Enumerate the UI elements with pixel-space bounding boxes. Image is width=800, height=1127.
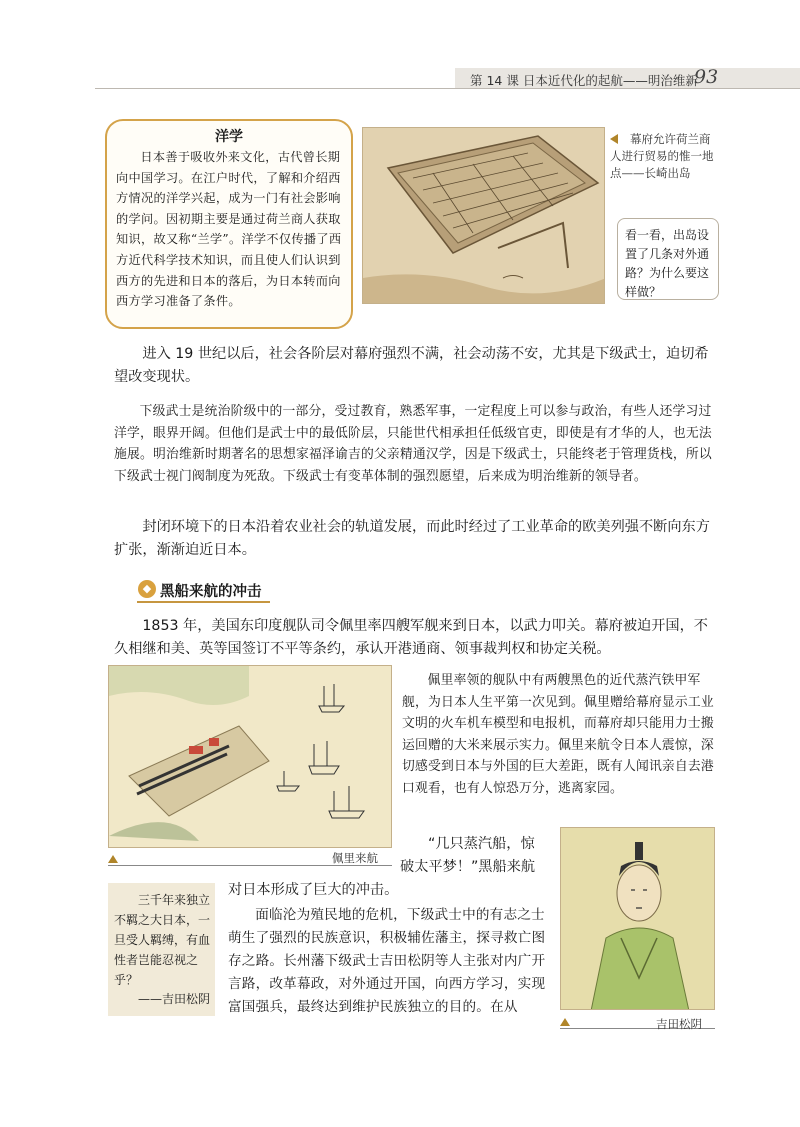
- yangxue-body: 日本善于吸收外来文化，古代曾长期向中国学习。在江户时代，了解和介绍西方情况的洋学兴起，成为一门有社会影响的学问。因初期主要是通过荷兰商人获取知识，故又称“兰学”。洋学不仅传播了西方近代科学技术知识，而且使人们认识到西方的先进和日本的落后，为日本转而向西方学习准备了条件。: [116, 150, 342, 309]
- perry-caption: 佩里来航: [332, 851, 378, 865]
- yoshida-illustration: [561, 828, 715, 1010]
- section-rule: [137, 601, 270, 603]
- paragraph-2: 下级武士是统治阶级中的一部分，受过教育，熟悉军事，一定程度上可以参与政治，有些人还学习过洋学，眼界开阔。但他们是武士中的最低阶层，只能世代相承担任低级官吏，即使是有才华的人，也无法施展。明治维新时期著名的思想家福泽谕吉的父亲精通汉学，因是下级武士，只能终老于管理货栈，所以下级武士视门阀制度为死敌。下级武士有变革体制的强烈愿望，后来成为明治维新的领导者。: [114, 404, 712, 484]
- paragraph-3: 封闭环境下的日本沿着农业社会的轨道发展，而此时经过了工业革命的欧美列强不断向东方扩张，渐渐迫近日本。: [114, 519, 710, 558]
- quote-author: ——吉田松阴: [137, 992, 210, 1006]
- caption-marker-icon: [108, 855, 118, 863]
- paragraph-1: 进入 19 世纪以后，社会各阶层对幕府强烈不满，社会动荡不安，尤其是下级武士，迫切希望改变现状。: [114, 346, 709, 385]
- paragraph-6-line1: “几只蒸汽船，惊: [428, 836, 535, 852]
- perry-illustration: [109, 666, 392, 848]
- lesson-title: 第 14 课 日本近代化的起航——明治维新: [470, 73, 698, 88]
- page-number: 93: [694, 66, 719, 88]
- yoshida-image: [560, 827, 715, 1010]
- paragraph-6-line2: 破太平梦！”黑船来航: [400, 859, 536, 875]
- dejima-image: [362, 127, 605, 304]
- yoshida-caption: 吉田松阴: [656, 1017, 702, 1031]
- caption-marker-icon: [560, 1018, 570, 1026]
- caption-marker-icon: [610, 134, 618, 144]
- section-title: 黑船来航的冲击: [160, 584, 262, 600]
- think-text: 看一看，出岛设置了几条对外通路？为什么要这样做？: [625, 228, 710, 299]
- paragraph-5: 佩里率领的舰队中有两艘黑色的近代蒸汽铁甲军舰，为日本人生平第一次见到。佩里赠给幕府显示工业文明的火车机车模型和电报机，而幕府却只能用力士搬运回赠的大米来展示实力。佩里来航令日本人震惊，深切感受到日本与外国的巨大差距，既有人闻讯亲自去港口观看，也有人惊恐万分，逃离家园。: [402, 673, 714, 796]
- dejima-illustration: [363, 128, 605, 304]
- section-icon: ◆: [138, 580, 156, 598]
- paragraph-7: 面临沦为殖民地的危机，下级武士中的有志之士萌生了强烈的民族意识，积极辅佐藩主，探寻救亡图存之路。长州藩下级武士吉田松阴等人主张对内广开言路，改革幕政，对外通过开国，向西方学习，实现富国强兵，最终达到维护民族独立的目的。在从: [228, 907, 546, 1015]
- yangxue-title: 洋学: [215, 129, 243, 145]
- quote-text: 三千年来独立不羁之大日本，一旦受人羁缚，有血性者岂能忍视之乎？: [114, 893, 211, 987]
- perry-image: [108, 665, 392, 848]
- dejima-caption: 幕府允许荷兰商 人进行贸易的惟一地 点——长崎出岛: [610, 132, 714, 180]
- paragraph-6-line3: 对日本形成了巨大的冲击。: [228, 882, 399, 898]
- paragraph-4: 1853 年，美国东印度舰队司令佩里率四艘军舰来到日本，以武力叩关。幕府被迫开国，不久相继和美、英等国签订不平等条约，承认开港通商、领事裁判权和协定关税。: [114, 618, 708, 657]
